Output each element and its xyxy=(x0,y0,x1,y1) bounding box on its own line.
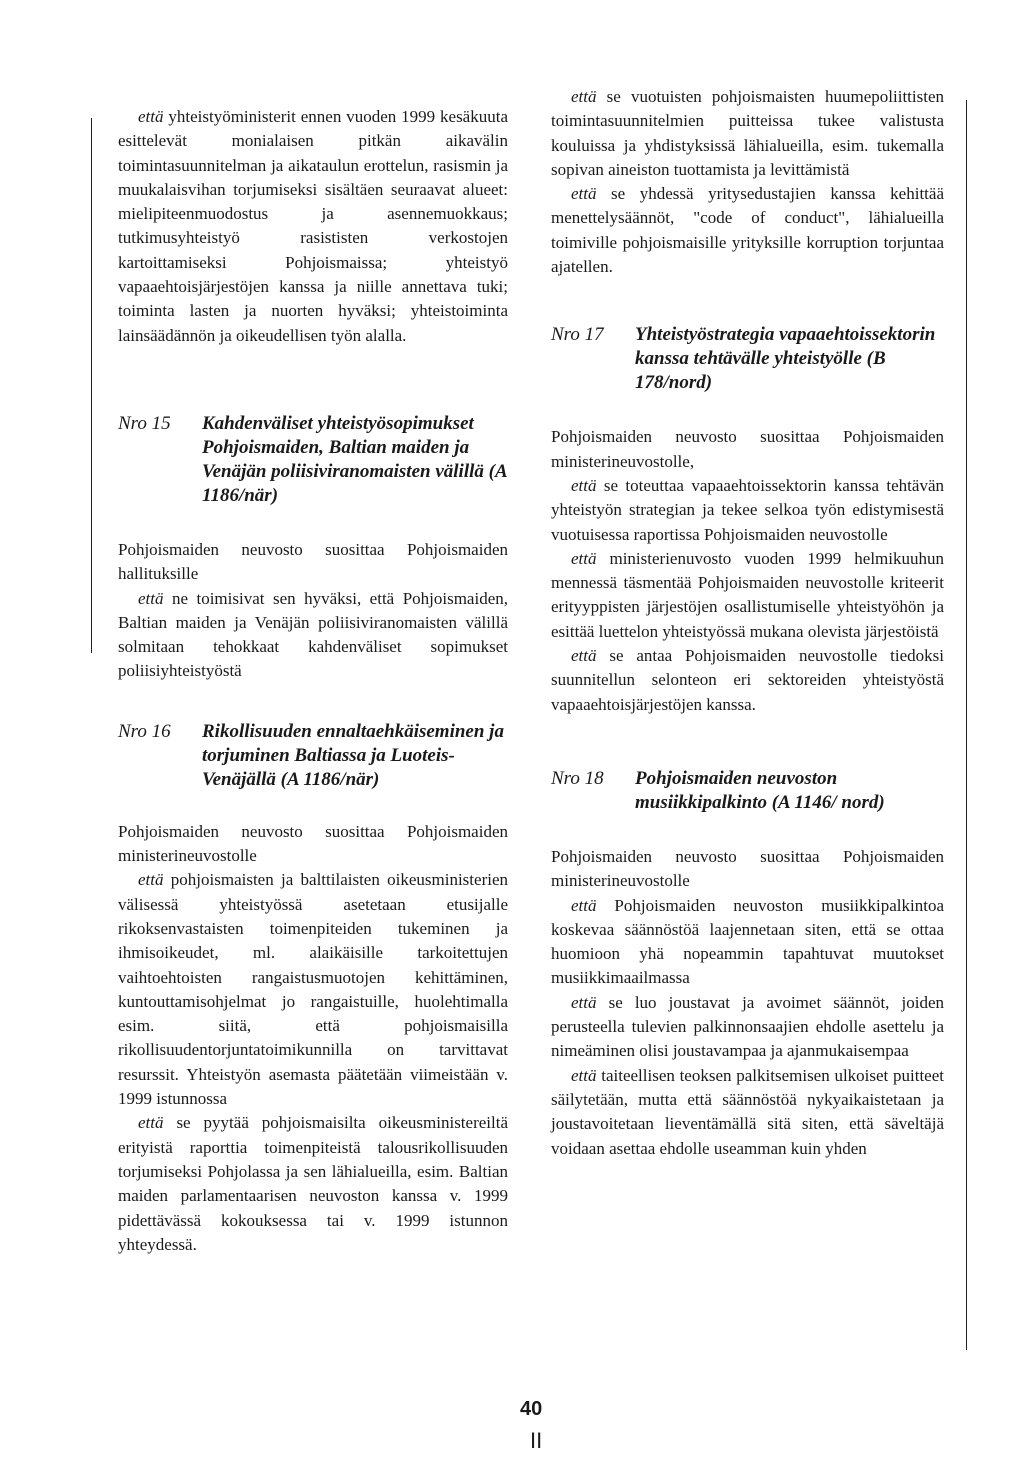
page-mark: II xyxy=(530,1428,543,1453)
paragraph xyxy=(551,182,944,279)
paragraph-text: ne toimisivat sen hyväksi, että Pohjoismaiden, Baltian maiden ja Venäjän poliisiviranomaisten välillä solmitaan tehokkaat kahdenväliset sopimukset poliisiyhteistyöstä xyxy=(118,588,508,681)
paragraph-lead: että xyxy=(571,895,597,915)
paragraph xyxy=(551,474,944,547)
paragraph-text: se toteuttaa vapaaehtoissektorin kanssa tehtävän yhteistyön strategian ja tekee selkoa työn edistymisestä vuotuisessa raportissa Pohjoismaiden neuvostolle xyxy=(551,475,944,544)
page-number: 40 xyxy=(520,1398,543,1420)
paragraph xyxy=(551,85,944,182)
paragraph-lead: että xyxy=(571,992,597,1012)
paragraph-text: se luo joustavat ja avoimet säännöt, joiden perusteella tulevien palkinnonsaajien ehdolle asettelu ja nimeäminen olisi joustavampaa ja ajanmukaisempaa xyxy=(551,992,944,1061)
recommendation-intro: Pohjoismaiden neuvosto suosittaa Pohjoismaiden ministerineuvostolle xyxy=(551,846,944,891)
section-heading-17 xyxy=(551,323,944,395)
paragraph xyxy=(551,894,944,991)
paragraph-lead: että xyxy=(138,588,164,608)
paragraph-lead: että xyxy=(571,184,597,204)
paragraph-lead: että xyxy=(571,646,597,666)
right-margin-rule xyxy=(966,100,967,1350)
paragraph-lead: että xyxy=(571,548,597,568)
recommendation-intro: Pohjoismaiden neuvosto suosittaa Pohjoismaiden hallituksille xyxy=(118,539,508,584)
paragraph-lead: että xyxy=(571,87,597,106)
section-title: Kahdenväliset yhteistyösopimukset Pohjoismaiden, Baltian maiden ja Venäjän poliisiviranomaisten välillä (A 1186/när) xyxy=(202,412,507,506)
section-heading-15 xyxy=(118,412,508,508)
right-column xyxy=(551,85,944,1161)
paragraph-lead: että xyxy=(138,870,164,890)
paragraph-text: Pohjoismaiden neuvoston musiikkipalkintoa koskevaa säännöstöä laajennetaan siten, että se ottaa huomioon yhä nopeammin tapahtuvat muutokset musiikkimaailmassa xyxy=(551,895,944,988)
recommendation-intro: Pohjoismaiden neuvosto suosittaa Pohjoismaiden ministerineuvostolle xyxy=(118,821,508,866)
paragraph-lead: että xyxy=(571,475,597,495)
paragraph xyxy=(118,587,508,684)
paragraph-text: se antaa Pohjoismaiden neuvostolle tiedoksi suunnitellun selonteon eri sektoreiden yhteistyöstä vapaaehtoisjärjestöjen kanssa. xyxy=(551,646,944,714)
paragraph-text: se yhdessä yritysedustajien kanssa kehittää menettelysäännöt, "code of conduct", lähialueilla toimiville pohjoismaisille yrityksille korruption torjuntaa ajatellen. xyxy=(551,184,944,277)
section-number: Nro 18 xyxy=(551,767,604,789)
paragraph-text: ministerienuvosto vuoden 1999 helmikuuhun mennessä täsmentää Pohjoismaiden neuvostolle kriteerit erityyppisten järjestöjen osallistumiselle yhteistyöhön ja esittää luettelon yhteistyössä mukana olevista järjestöistä xyxy=(551,548,944,641)
paragraph-text: se vuotuisten pohjoismaisten huumepoliittisten toimintasuunnitelmien puitteissa tukee valistusta kouluissa ja yhdistyksissä lähialueilla, esim. tukemalla sopivan aineiston tuottamista ja levittämistä xyxy=(551,87,944,179)
paragraph xyxy=(551,1064,944,1161)
section-title: Yhteistyöstrategia vapaaehtoissektorin kanssa tehtävälle yhteistyölle (B 178/nord) xyxy=(635,324,936,394)
paragraph xyxy=(551,644,944,717)
section-heading-16 xyxy=(118,720,508,792)
paragraph-text: taiteellisen teoksen palkitsemisen ulkoiset puitteet säilytetään, mutta että säännöstöä nykyaikaistetaan ja joustavoitetaan lieventämällä sitä siten, että säveltäjä voidaan asettaa ehdolle useamman kuin yhden xyxy=(551,1065,944,1158)
paragraph xyxy=(551,547,944,644)
paragraph-lead: että xyxy=(138,1113,164,1133)
paragraph-text: yhteistyöministerit ennen vuoden 1999 kesäkuuta esittelevät monialaisen pitkän aikavälin toimintasuunnitelman ja aikataulun erottelun, rasismin ja muukalaisvihan torjumiseksi sisältäen seuraavat alueet: mielipiteenmuodostus ja asennemuokkaus; tutkimusyhteistyö rasististen verkostojen kartoittamiseksi Pohjoismaissa; yhteistyö vapaaehtoisjärjestöjen kanssa ja niille annettava tuki; toiminta lasten ja nuorten hyväksi; yhteistoiminta lainsäädännön ja oikeudellisen työn alalla. xyxy=(118,107,508,345)
section-title: Pohjoismaiden neuvoston musiikkipalkinto (A 1146/ nord) xyxy=(635,767,885,813)
paragraph-lead: että xyxy=(571,1065,597,1085)
paragraph-text: pohjoismaisten ja balttilaisten oikeusministerien välisessä yhteistyössä asetetaan etusijalle rikoksenvastaisten toimenpiteiden tukeminen ja ihmisoikeudet, ml. alaikäisille tarkoitettujen vaihtoehtoisten rangaistusmuotojen kehittäminen, kuntouttamisohjelmat jo rangaistuille, huolehtimalla esim. siitä, että pohjoismaisilla rikollisuudentorjuntatoimikunnilla on tarvittavat resurssit. Yhteistyön asemasta päätetään viimeistään v. 1999 istunnossa xyxy=(118,870,508,1109)
section-heading-18 xyxy=(551,767,944,815)
left-column xyxy=(118,105,508,1257)
paragraph xyxy=(118,1111,508,1257)
section-number: Nro 17 xyxy=(551,324,604,346)
paragraph xyxy=(551,991,944,1064)
paragraph-lead: että xyxy=(138,107,164,126)
paragraph-text: se pyytää pohjoismaisilta oikeusministereiltä erityistä raporttia toimenpiteistä talousrikollisuuden torjumiseksi Pohjolassa ja sen lähialueilla, esim. Baltian maiden parlamentaarisen neuvoston kanssa v. 1999 pidettävässä kokouksessa tai v. 1999 istunnon yhteydessä. xyxy=(118,1113,508,1254)
section-number: Nro 16 xyxy=(118,720,171,742)
paragraph xyxy=(118,105,508,348)
left-margin-rule xyxy=(91,118,92,653)
recommendation-intro: Pohjoismaiden neuvosto suosittaa Pohjoismaiden ministerineuvostolle, xyxy=(551,427,944,471)
paragraph xyxy=(118,868,508,1111)
section-title: Rikollisuuden ennaltaehkäiseminen ja torjuminen Baltiassa ja Luoteis-Venäjällä (A 1186/när) xyxy=(202,720,504,790)
section-number: Nro 15 xyxy=(118,412,171,434)
